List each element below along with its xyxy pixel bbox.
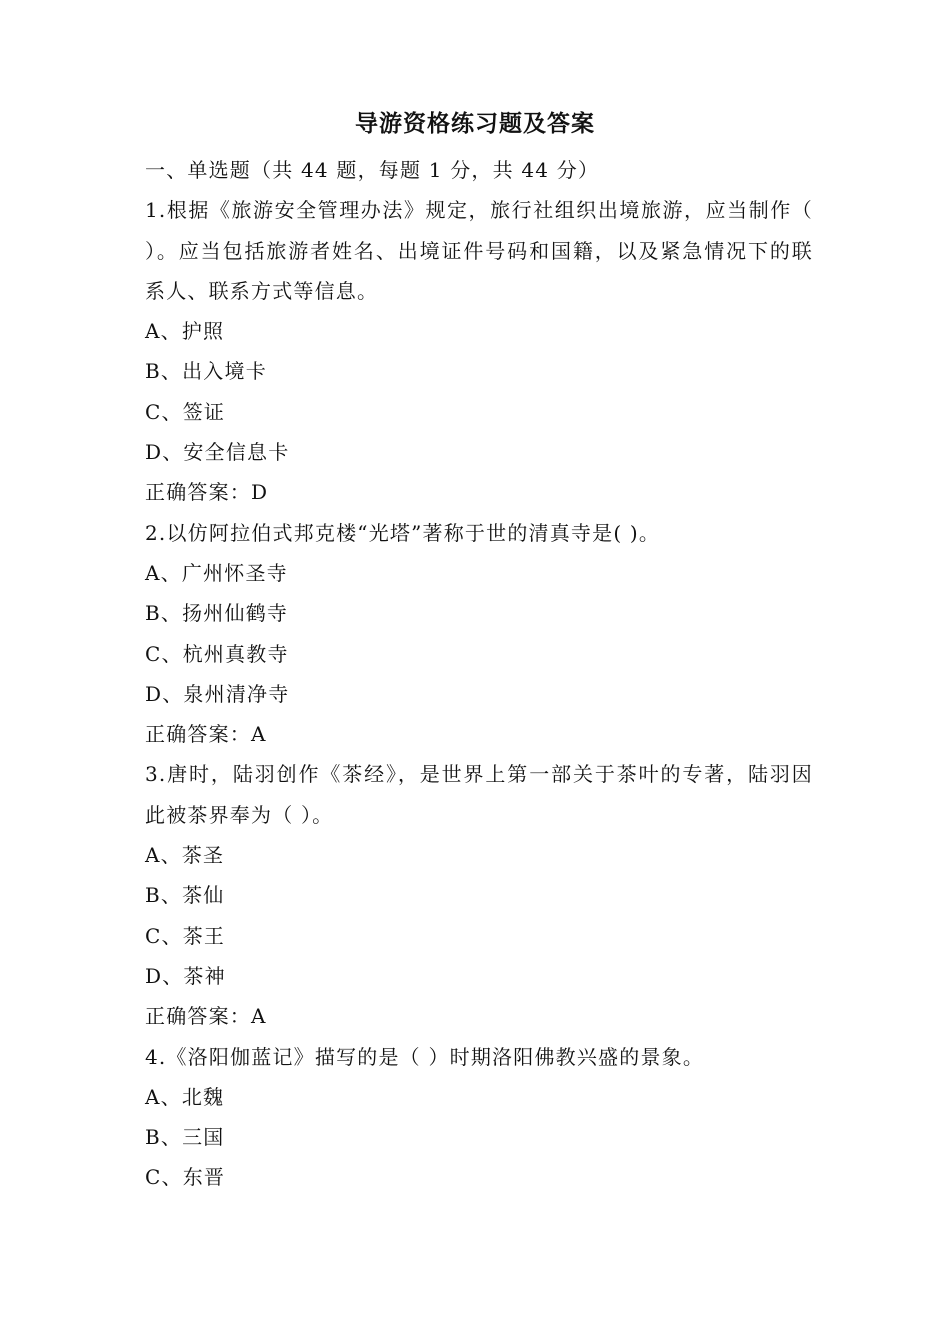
question-4-option-c: C、东晋 — [145, 1165, 226, 1190]
question-2-option-c: C、杭州真教寺 — [145, 641, 289, 666]
question-2-stem: 2.以仿阿拉伯式邦克楼“光塔”著称于世的清真寺是( )。 — [145, 520, 661, 545]
question-3-option-c: C、茶王 — [145, 923, 226, 948]
question-4-option-b: B、三国 — [145, 1125, 225, 1150]
document-body — [145, 150, 813, 1198]
question-1-answer: 正确答案：D — [145, 480, 269, 505]
question-1-option-d: D、安全信息卡 — [145, 440, 290, 465]
question-1-option-b: B、出入境卡 — [145, 359, 267, 384]
question-1-option-c: C、签证 — [145, 399, 226, 424]
question-3-option-a: A、茶圣 — [145, 843, 225, 868]
question-3-stem: 3.唐时，陆羽创作《茶经》，是世界上第一部关于茶叶的专著，陆羽因此被茶界奉为（ ）。 — [145, 762, 813, 827]
question-2-option-b: B、扬州仙鹤寺 — [145, 601, 289, 626]
section-heading: 一、单选题（共 44 题，每题 1 分，共 44 分） — [145, 158, 600, 182]
question-1-stem: 1.根据《旅游安全管理办法》规定，旅行社组织出境旅游，应当制作（ ）。应当包括旅游者姓名、出境证件号码和国籍，以及紧急情况下的联系人、联系方式等信息。 — [145, 198, 813, 303]
question-4-option-a: A、北魏 — [145, 1084, 225, 1109]
question-3-answer: 正确答案：A — [145, 1004, 267, 1029]
question-3-option-d: D、茶神 — [145, 963, 226, 988]
question-4-stem: 4.《洛阳伽蓝记》描写的是（ ）时期洛阳佛教兴盛的景象。 — [145, 1044, 705, 1069]
document-title: 导游资格练习题及答案 — [355, 111, 595, 137]
question-2-option-a: A、广州怀圣寺 — [145, 560, 288, 585]
question-3-option-b: B、茶仙 — [145, 883, 225, 908]
question-2-option-d: D、泉州清净寺 — [145, 681, 290, 706]
question-2-answer: 正确答案：A — [145, 722, 267, 747]
question-1-option-a: A、护照 — [145, 319, 225, 344]
